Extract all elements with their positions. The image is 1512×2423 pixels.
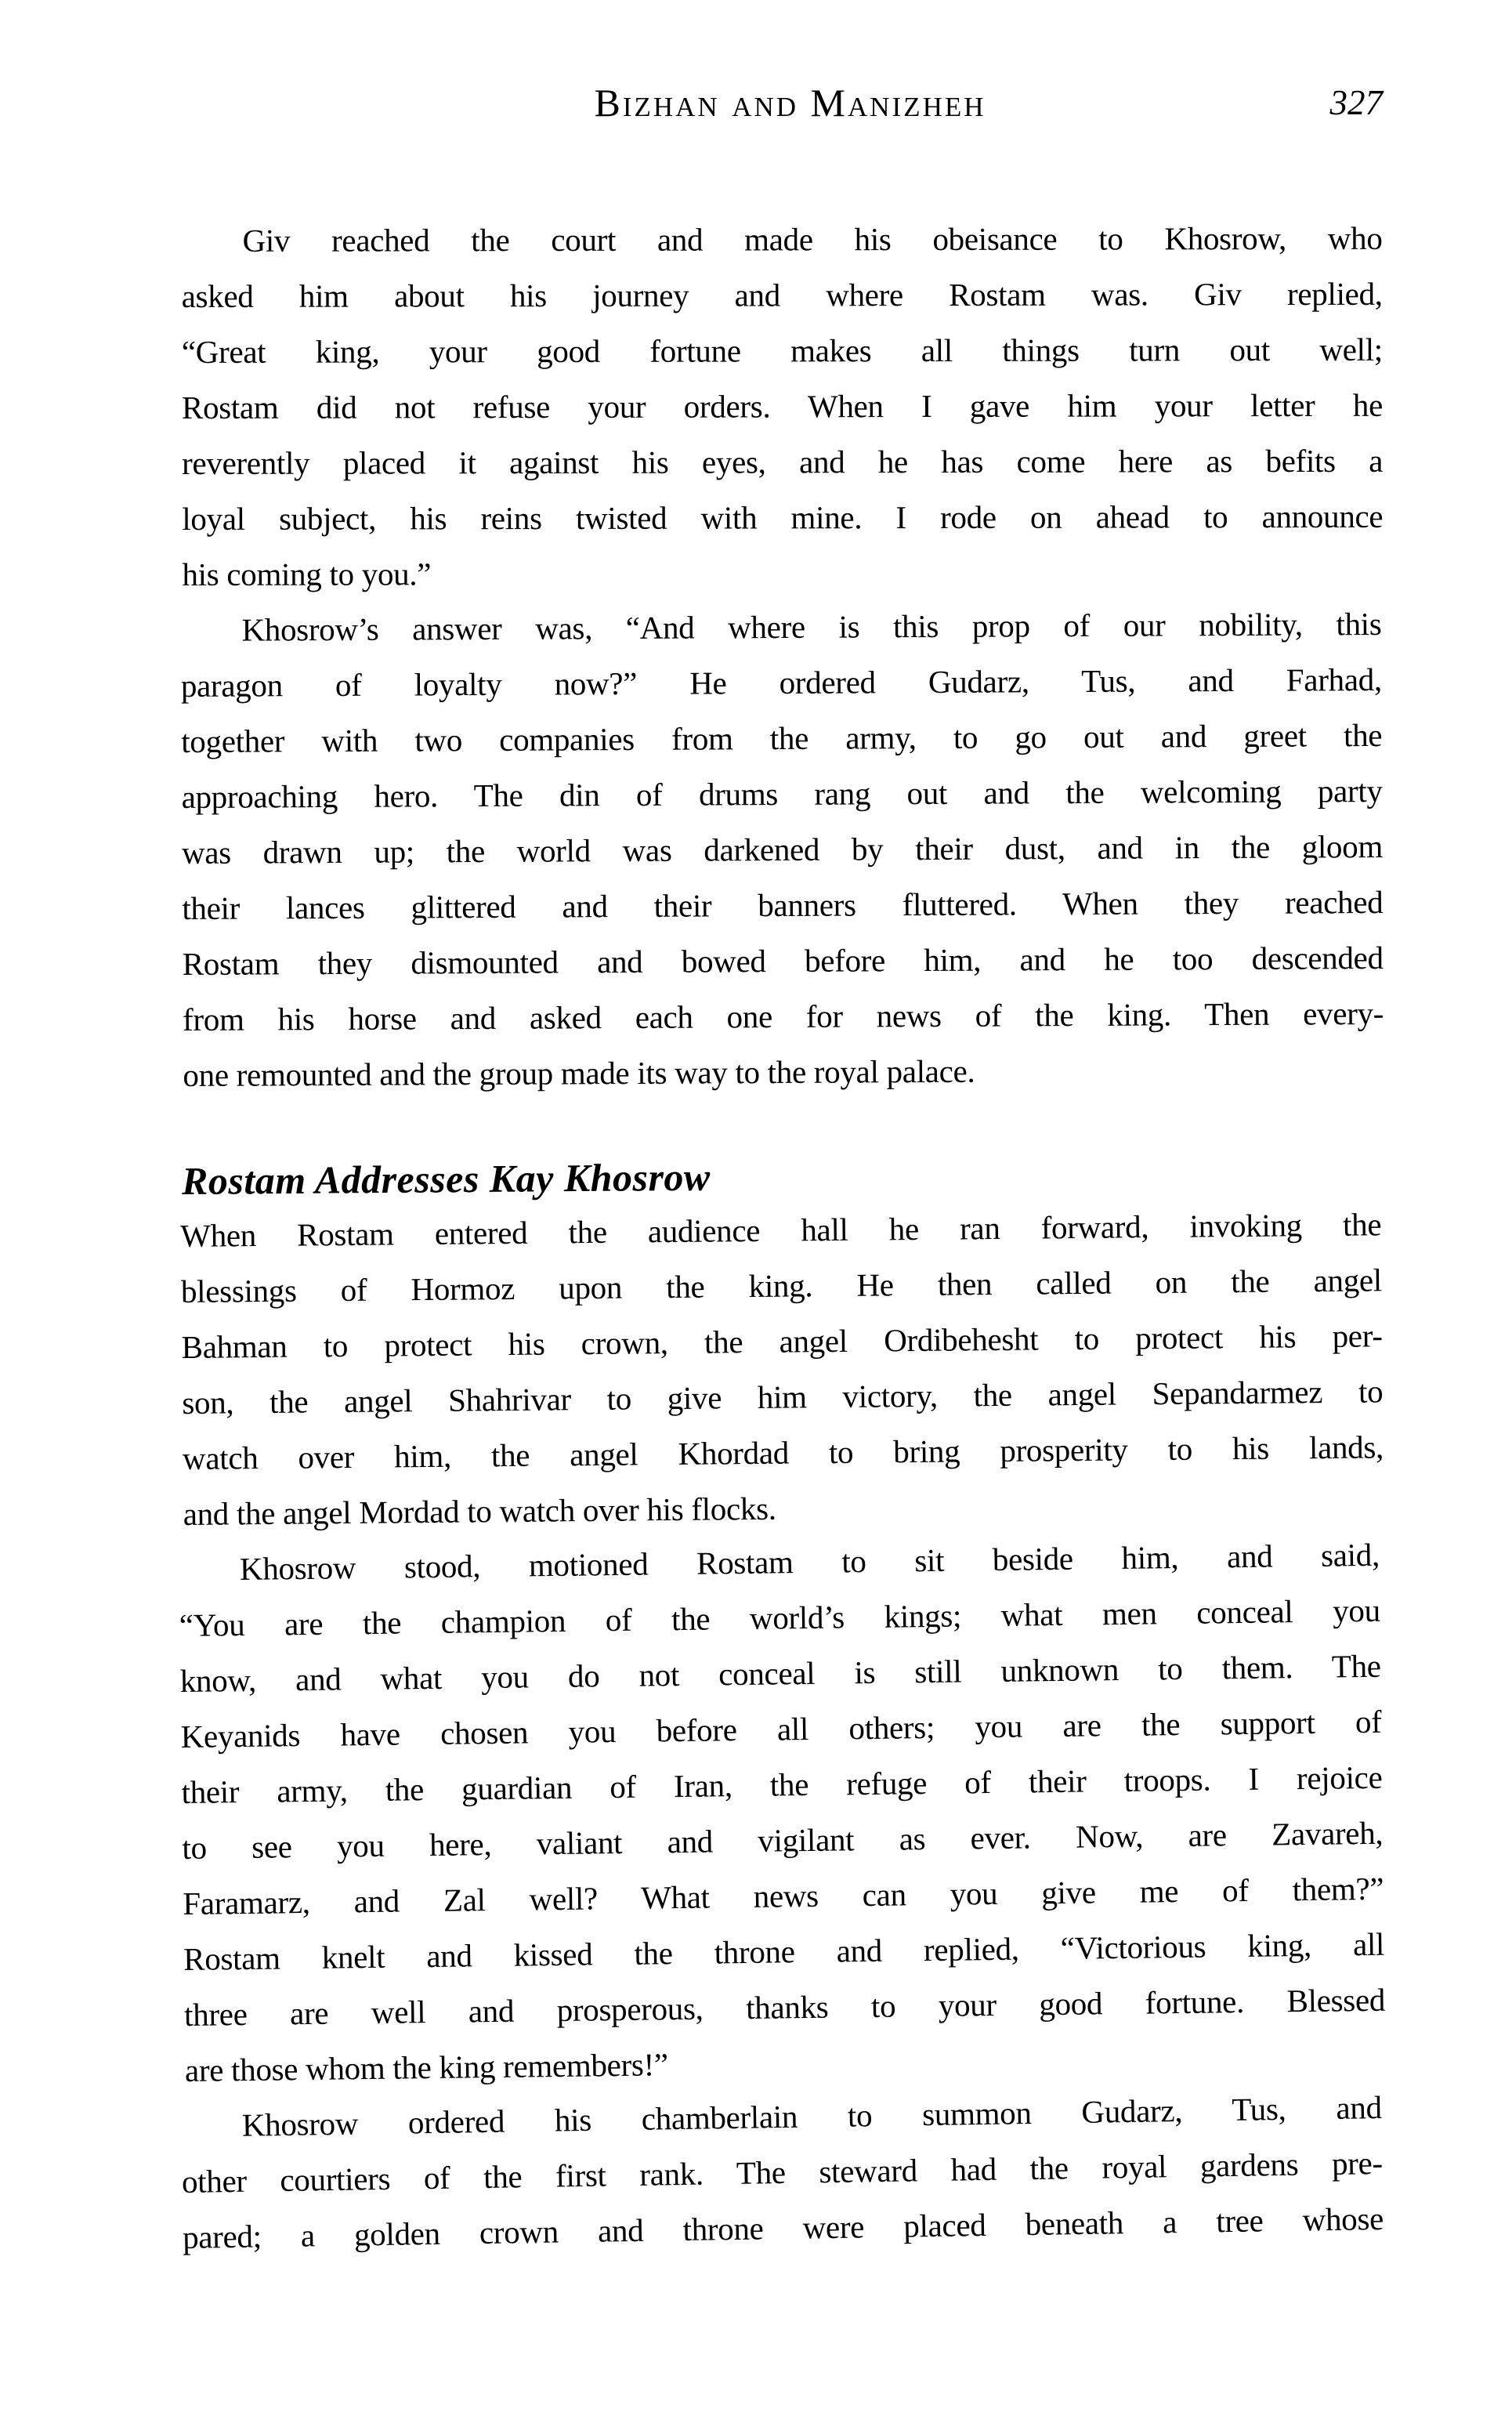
paragraph bbox=[180, 2080, 1384, 2265]
text-line: know, and what you do not conceal is still unknown to them. The bbox=[179, 1647, 1381, 1700]
text-line: pared; a golden crown and throne were placed beneath a tree whose bbox=[182, 2200, 1384, 2255]
running-header bbox=[182, 80, 1383, 125]
text-line: Giv reached the court and made his obeisance to Khosrow, who bbox=[242, 219, 1383, 259]
text-line: one remounted and the group made its way to the royal palace. bbox=[183, 1052, 975, 1093]
page-number: 327 bbox=[1329, 83, 1383, 122]
text-line: together with two companies from the army, to go out and greet the bbox=[181, 716, 1383, 760]
text-line: loyal subject, his reins twisted with mine. I rode on ahead to announce bbox=[182, 498, 1384, 537]
text-line: asked him about his journey and where Rostam was. Giv replied, bbox=[181, 275, 1383, 315]
text-line: was drawn up; the world was darkened by their dust, and in the gloom bbox=[181, 828, 1384, 871]
paragraph bbox=[181, 211, 1383, 603]
text-line: “You are the champion of the world’s kings; what men conceal you bbox=[179, 1592, 1381, 1644]
text-line: Bahman to protect his crown, the angel Ordibehesht to protect his per- bbox=[181, 1317, 1383, 1366]
text-line: their lances glittered and their banners fluttered. When they reached bbox=[182, 883, 1384, 926]
text-line: reverently placed it against his eyes, and he has come here as befits a bbox=[182, 442, 1384, 481]
text-line: from his horse and asked each one for news of the king. Then every- bbox=[182, 994, 1384, 1038]
text-line: Rostam knelt and kissed the throne and replied, “Victorious king, all bbox=[183, 1925, 1385, 1977]
text-line: “Great king, your good fortune makes all things turn out well; bbox=[181, 331, 1383, 371]
text-line: When Rostam entered the audience hall he ran forward, invoking the bbox=[180, 1206, 1382, 1255]
page-body bbox=[179, 213, 1386, 2265]
text-line: Rostam they dismounted and bowed before him, and he too descended bbox=[182, 939, 1384, 982]
text-line: their army, the guardian of Iran, the refuge of their troops. I rejoice bbox=[181, 1758, 1383, 1811]
text-line: Keyanids have chosen you before all others; you are the support of bbox=[180, 1703, 1382, 1755]
paragraph bbox=[179, 1527, 1387, 2099]
text-line: and the angel Mordad to watch over his flocks. bbox=[183, 1490, 776, 1532]
text-line: approaching hero. The din of drums rang out and the welcoming party bbox=[181, 772, 1383, 816]
section-heading: Rostam Addresses Kay Khosrow bbox=[181, 1154, 711, 1203]
text-line: three are well and prosperous, thanks to your good fortune. Blessed bbox=[183, 1981, 1386, 2033]
paragraph bbox=[180, 1197, 1384, 1542]
text-line: Khosrow stood, motioned Rostam to sit beside him, and said, bbox=[239, 1536, 1380, 1588]
text-line: Faramarz, and Zal well? What news can you give me of them?” bbox=[183, 1870, 1384, 1921]
text-line: are those whom the king remembers!” bbox=[184, 2046, 669, 2088]
text-line: watch over him, the angel Khordad to bring prosperity to his lands, bbox=[182, 1429, 1384, 1476]
paragraph bbox=[180, 596, 1384, 1103]
text-line: Khosrow’s answer was, “And where is this prop of our nobility, this bbox=[241, 605, 1382, 648]
text-line: son, the angel Shahrivar to give him victory, the angel Sepandarmez to bbox=[182, 1373, 1384, 1421]
text-line: other courtiers of the first rank. The steward had the royal gardens pre- bbox=[181, 2144, 1384, 2200]
text-line: Khosrow ordered his chamberlain to summon Gudarz, Tus, and bbox=[241, 2088, 1383, 2143]
text-line: paragon of loyalty now?” He ordered Gudarz, Tus, and Farhad, bbox=[180, 661, 1382, 704]
text-line: Rostam did not refuse your orders. When I gave him your letter he bbox=[181, 386, 1384, 426]
text-line: to see you here, valiant and vigilant as ever. Now, are Zavareh, bbox=[182, 1814, 1384, 1866]
text-line: his coming to you.” bbox=[182, 556, 432, 592]
text-line: blessings of Hormoz upon the king. He then called on the angel bbox=[180, 1262, 1383, 1310]
running-header-title: Bizhan and Manizheh bbox=[594, 81, 986, 125]
